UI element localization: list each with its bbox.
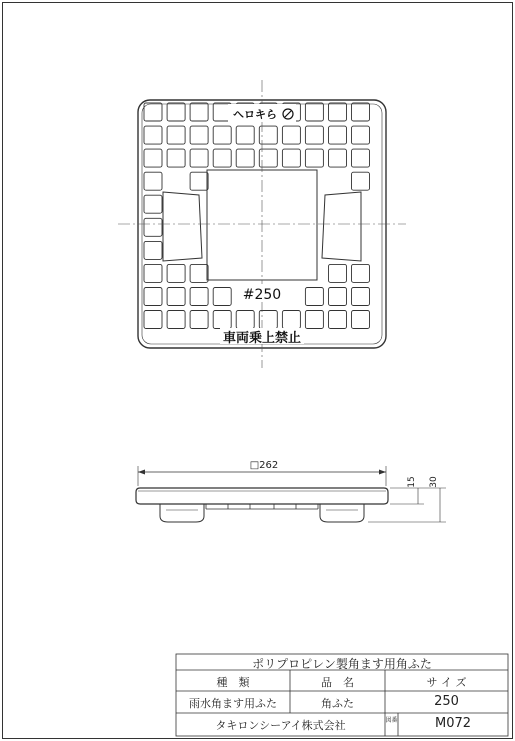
grid-cell	[305, 288, 323, 306]
dim-arrow-right	[379, 470, 386, 475]
grid-cell	[352, 126, 370, 144]
grid-cell	[190, 103, 208, 121]
grid-cell	[213, 149, 231, 167]
grid-cell	[144, 149, 162, 167]
grid-cell	[190, 172, 208, 190]
grid-cell	[329, 264, 347, 282]
grid-cell	[167, 288, 185, 306]
drawing-number-label: 図番	[385, 717, 398, 724]
grid-cell	[282, 126, 300, 144]
size-mark: #250	[242, 287, 282, 303]
grid-cell	[167, 264, 185, 282]
grid-cell	[329, 149, 347, 167]
grid-cell	[213, 126, 231, 144]
grid-cell	[144, 172, 162, 190]
grid-cell	[167, 149, 185, 167]
grid-cell	[352, 149, 370, 167]
maker-logo: ヘロキら	[233, 108, 277, 121]
header-name: 品 名	[321, 676, 354, 689]
width-dimension-label: □262	[249, 460, 279, 471]
grid-cell	[213, 288, 231, 306]
grid-cell	[305, 311, 323, 329]
elevation-view	[136, 460, 446, 522]
grid-cell	[213, 311, 231, 329]
grid-cell	[190, 149, 208, 167]
grid-cell	[144, 311, 162, 329]
grid-cell	[352, 103, 370, 121]
grid-cell	[190, 126, 208, 144]
grid-cell	[282, 149, 300, 167]
grid-cell	[236, 311, 254, 329]
grid-cell	[305, 103, 323, 121]
grid-cell	[144, 103, 162, 121]
grid-cell	[144, 195, 162, 213]
grid-cell	[305, 149, 323, 167]
lid-section	[136, 488, 388, 504]
foot-right	[320, 504, 364, 522]
grid-cell	[167, 126, 185, 144]
grid-cell	[144, 218, 162, 236]
company-name: タキロンシーアイ株式会社	[215, 719, 346, 732]
grid-cell	[305, 126, 323, 144]
value-type: 雨水角ます用ふた	[189, 697, 277, 710]
foot-left	[160, 504, 204, 522]
dim-label-30: 30	[429, 476, 439, 488]
right-handle-recess	[322, 192, 361, 261]
title-block-title: ポリプロピレン製角ます用角ふた	[252, 657, 432, 671]
grid-cell	[167, 311, 185, 329]
drawing-number: M072	[434, 716, 472, 731]
grid-cell	[329, 103, 347, 121]
grid-cell	[190, 264, 208, 282]
grid-cell	[190, 311, 208, 329]
grid-cell	[144, 241, 162, 259]
dim-arrow-left	[138, 470, 145, 475]
warning-text: 車両乗上禁止	[222, 331, 302, 346]
grid-cell	[352, 311, 370, 329]
header-type: 種 類	[216, 676, 250, 689]
left-handle-recess	[163, 192, 202, 261]
underside-ribs	[206, 504, 318, 509]
grid-cell	[329, 126, 347, 144]
grid-cell	[329, 311, 347, 329]
grid-cell	[236, 126, 254, 144]
grid-cell	[352, 264, 370, 282]
grid-cell	[236, 149, 254, 167]
value-name: 角ふた	[321, 697, 354, 710]
grid-cell	[329, 288, 347, 306]
grid-cell	[190, 288, 208, 306]
grid-cell	[282, 311, 300, 329]
grid-cell	[352, 172, 370, 190]
grid-cell	[144, 126, 162, 144]
grid-cell	[352, 288, 370, 306]
value-size: 250	[434, 694, 459, 709]
grid-cell	[167, 103, 185, 121]
dim-label-15: 15	[407, 476, 417, 488]
grid-cell	[144, 288, 162, 306]
grid-cell	[144, 264, 162, 282]
header-size: サ イ ズ	[426, 676, 467, 689]
plan-view	[118, 80, 406, 368]
